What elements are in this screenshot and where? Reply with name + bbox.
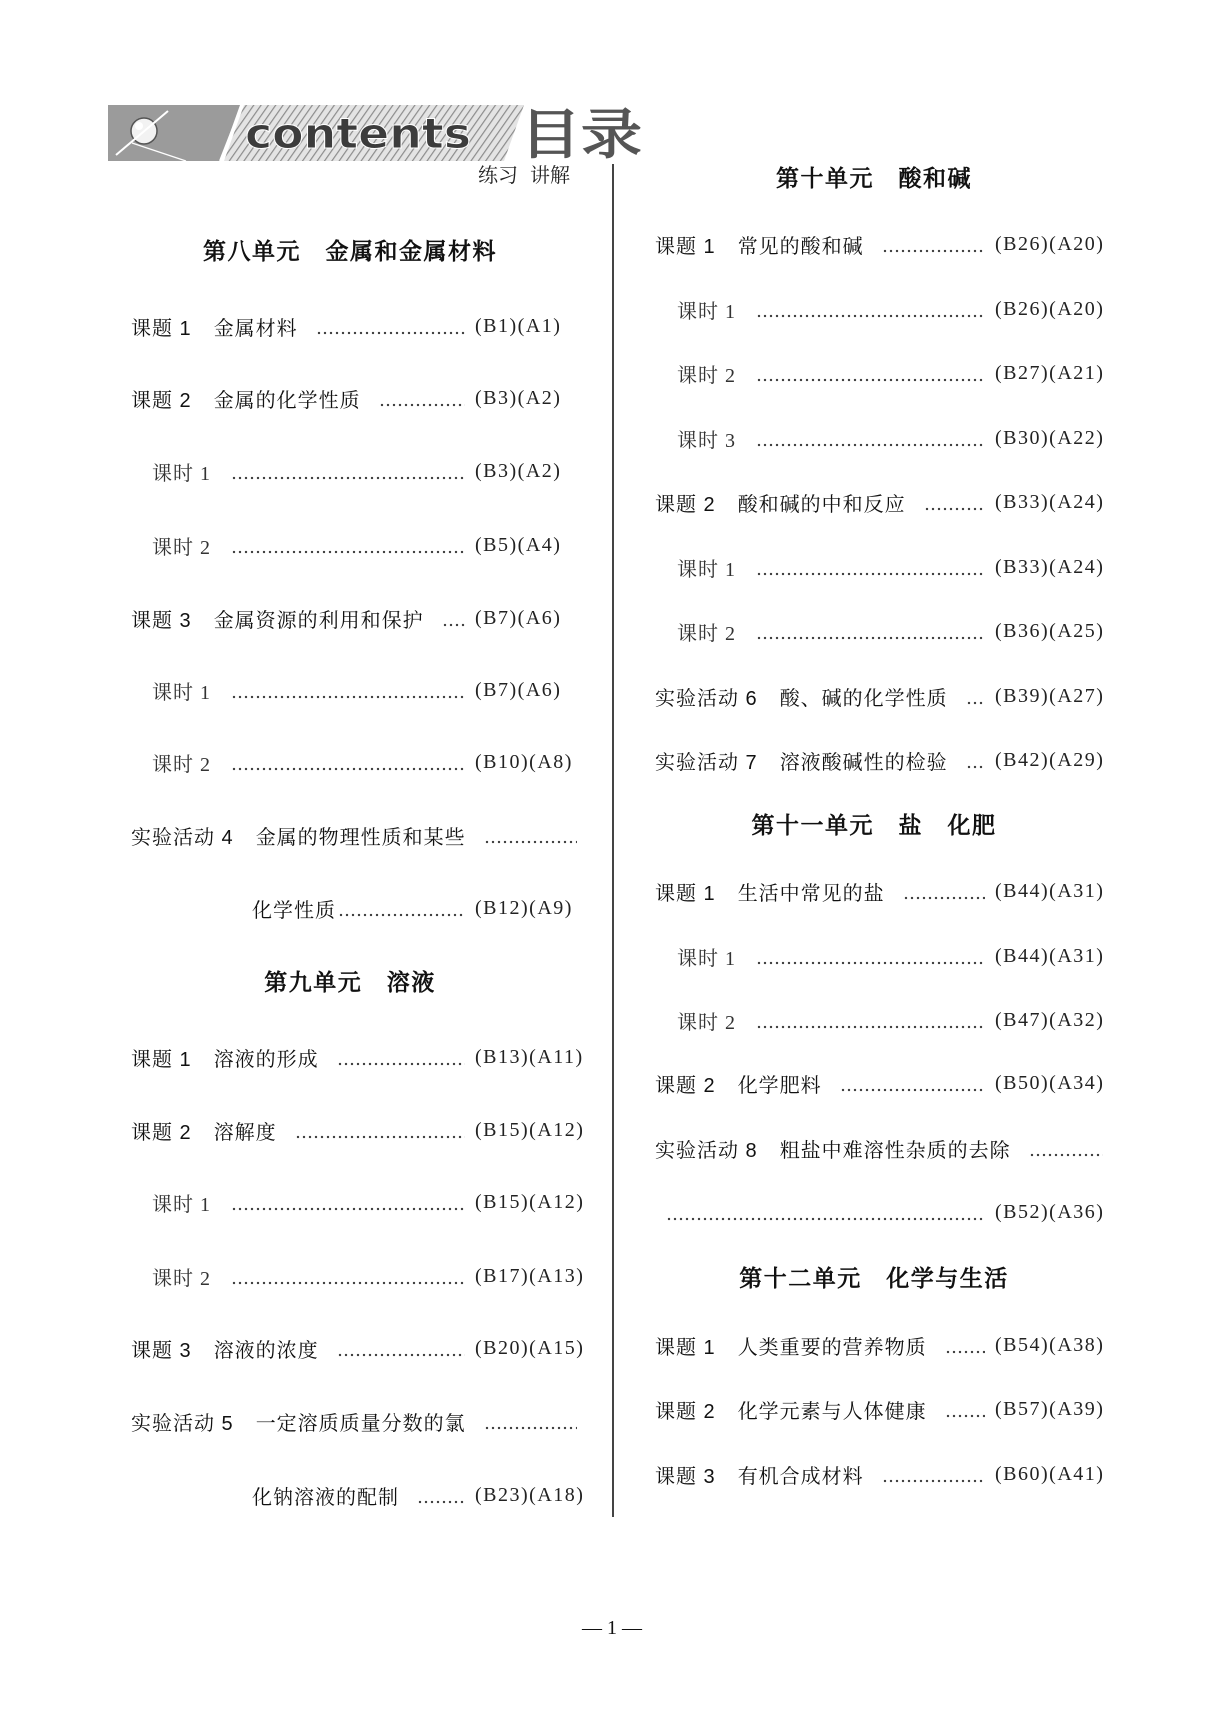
dot-leader [231,461,465,481]
contents-banner [108,103,648,163]
entry-label: 课时 2 [152,753,211,776]
toc-entry [152,1262,591,1290]
dot-leader [442,608,465,628]
page-reference: (B7)(A6) [475,606,562,629]
entry-label: 课题 2 [655,1074,716,1097]
toc-entry [655,1331,1111,1359]
page-reference: (B15)(A12) [475,1190,585,1213]
toc-entry [152,1188,591,1216]
entry-title: 一定溶质质量分数的氯 [255,1412,466,1435]
toc-entry [131,384,591,412]
entry-title: 溶液酸碱性的检验 [779,751,948,774]
entry-label: 实验活动 4 [131,826,234,849]
toc-entry [677,359,1111,387]
entry-label: 课题 2 [655,1400,716,1423]
entry-title: 溶液的形成 [213,1048,319,1071]
entry-title: 化钠溶液的配制 [252,1486,399,1509]
page-reference: (B20)(A15) [475,1336,585,1359]
page-reference: (B7)(A6) [475,678,562,701]
toc-entry [677,424,1111,452]
page-reference: (B33)(A24) [995,490,1105,513]
toc-entry [131,1407,577,1435]
toc-entry-continuation [252,894,591,922]
dot-leader [231,752,465,772]
unit-heading: 第八单元 金属和金属材料 [203,238,497,264]
entry-title: 有机合成材料 [737,1465,864,1488]
unit-heading: 第十一单元 盐 化肥 [751,812,997,838]
entry-title: 粗盐中难溶性杂质的去除 [779,1139,1011,1162]
entry-label: 课题 2 [655,493,716,516]
entry-title: 金属的物理性质和某些 [255,826,466,849]
toc-entry [655,746,1111,774]
dot-leader [1029,1138,1103,1158]
toc-entry [131,312,591,340]
page-reference: (B47)(A32) [995,1008,1105,1031]
toc-entry [152,457,591,485]
entry-title: 溶解度 [213,1121,277,1144]
toc-entry [655,877,1111,905]
dot-leader [966,750,985,770]
page-reference: (B27)(A21) [995,361,1105,384]
entry-title: 酸和碱的中和反应 [737,493,906,516]
page-reference: (B5)(A4) [475,533,562,556]
entry-label: 课时 1 [152,681,211,704]
page-reference: (B60)(A41) [995,1462,1105,1485]
entry-title: 化学肥料 [737,1074,822,1097]
page-reference: (B10)(A8) [475,750,573,773]
unit-heading: 第九单元 溶液 [264,969,436,995]
practice-label: 练习 [478,165,518,187]
page-reference: (B12)(A9) [475,896,573,919]
dot-leader [379,388,465,408]
dot-leader [903,881,985,901]
dot-leader [756,621,985,641]
page-reference: (B1)(A1) [475,314,562,337]
page-reference: (B39)(A27) [995,684,1105,707]
entry-label: 课题 3 [655,1465,716,1488]
page-reference: (B26)(A20) [995,297,1105,320]
entry-label: 课时 1 [152,462,211,485]
toc-entry [655,682,1111,710]
toc-entry [655,230,1111,258]
toc-entry [152,748,591,776]
dot-leader [840,1073,985,1093]
column-labels [478,162,570,190]
entry-title: 化学性质 [252,899,336,922]
dot-leader [756,946,985,966]
dot-leader [231,680,465,700]
entry-label: 课题 1 [131,317,192,340]
entry-label: 课题 1 [655,235,716,258]
entry-label: 实验活动 8 [655,1139,758,1162]
entry-title: 金属资源的利用和保护 [213,609,424,632]
unit-heading: 第十单元 酸和碱 [776,165,972,191]
toc-entry [655,1460,1111,1488]
toc-entry [655,1069,1111,1097]
toc-entry [152,531,591,559]
page-reference: (B50)(A34) [995,1071,1105,1094]
dot-leader [666,1202,985,1222]
dot-leader [945,1335,985,1355]
page-reference: (B23)(A18) [475,1483,585,1506]
entry-label: 实验活动 5 [131,1412,234,1435]
page-reference: (B44)(A31) [995,944,1105,967]
banner-word: contents [245,109,471,158]
dot-leader [756,299,985,319]
entry-label: 课题 1 [655,882,716,905]
entry-label: 课题 2 [131,389,192,412]
entry-label: 课时 2 [677,1011,736,1034]
page-reference: (B52)(A36) [995,1200,1105,1223]
dot-leader [882,1464,985,1484]
entry-label: 课时 2 [677,622,736,645]
toc-entry [677,942,1111,970]
entry-label: 实验活动 7 [655,751,758,774]
unit-heading: 第十二单元 化学与生活 [739,1265,1009,1291]
page-reference: (B44)(A31) [995,879,1105,902]
toc-entry [677,617,1111,645]
entry-label: 课题 1 [131,1048,192,1071]
entry-title: 生活中常见的盐 [737,882,885,905]
dot-leader [756,428,985,448]
page-reference: (B26)(A20) [995,232,1105,255]
entry-title: 酸、碱的化学性质 [779,687,948,710]
entry-label: 实验活动 6 [655,687,758,710]
page-reference: (B54)(A38) [995,1333,1105,1356]
entry-label: 课题 3 [131,1339,192,1362]
toc-entry [131,821,577,849]
page-reference: (B3)(A2) [475,459,562,482]
entry-label: 课题 2 [131,1121,192,1144]
dot-leader [337,1047,465,1067]
entry-label: 课时 1 [152,1193,211,1216]
page-reference: (B15)(A12) [475,1118,585,1141]
toc-entry [655,488,1111,516]
page-reference: (B42)(A29) [995,748,1105,771]
page-reference: (B13)(A11) [475,1045,584,1068]
entry-title: 人类重要的营养物质 [737,1336,927,1359]
page-reference: (B33)(A24) [995,555,1105,578]
page-reference: (B3)(A2) [475,386,562,409]
dot-leader [338,898,465,918]
dot-leader [231,1192,465,1212]
dot-leader [417,1485,465,1505]
page-number: — 1 — [582,1617,642,1639]
entry-title: 金属的化学性质 [213,389,361,412]
entry-label: 课时 3 [677,429,736,452]
entry-title: 金属材料 [213,317,298,340]
toc-entry-continuation [252,1481,591,1509]
page-reference: (B17)(A13) [475,1264,585,1287]
entry-label: 课题 3 [131,609,192,632]
entry-label: 课时 1 [677,300,736,323]
entry-label: 课时 2 [152,1267,211,1290]
page-reference: (B30)(A22) [995,426,1105,449]
toc-entry [131,1043,591,1071]
dot-leader [945,1399,985,1419]
dot-leader [756,557,985,577]
dot-leader [484,825,577,845]
toc-entry [677,1006,1111,1034]
entry-title: 溶液的浓度 [213,1339,319,1362]
entry-title: 常见的酸和碱 [737,235,864,258]
dot-leader [756,363,985,383]
page-title: 目录 [520,105,642,163]
dot-leader [231,535,465,555]
entry-label: 课时 1 [677,558,736,581]
toc-entry [131,1116,591,1144]
toc-entry [655,1395,1111,1423]
dot-leader [756,1010,985,1030]
entry-label: 课时 2 [677,364,736,387]
toc-entry-continuation [666,1198,1111,1226]
dot-leader [337,1338,465,1358]
entry-label: 课题 1 [655,1336,716,1359]
dot-leader [484,1411,577,1431]
toc-entry [655,1134,1103,1162]
toc-entry [131,604,591,632]
entry-label: 课时 1 [677,947,736,970]
toc-entry [677,553,1111,581]
dot-leader [316,316,465,336]
entry-label: 课时 2 [152,536,211,559]
dot-leader [882,234,985,254]
dot-leader [231,1266,465,1286]
column-divider [612,164,614,1517]
toc-entry [677,295,1111,323]
page-reference: (B57)(A39) [995,1397,1105,1420]
lecture-label: 讲解 [530,165,570,187]
page-reference: (B36)(A25) [995,619,1105,642]
dot-leader [924,492,985,512]
dot-leader [295,1120,465,1140]
toc-entry [131,1334,591,1362]
banner-block [108,105,240,161]
dot-leader [966,686,985,706]
entry-title: 化学元素与人体健康 [737,1400,927,1423]
toc-entry [152,676,591,704]
